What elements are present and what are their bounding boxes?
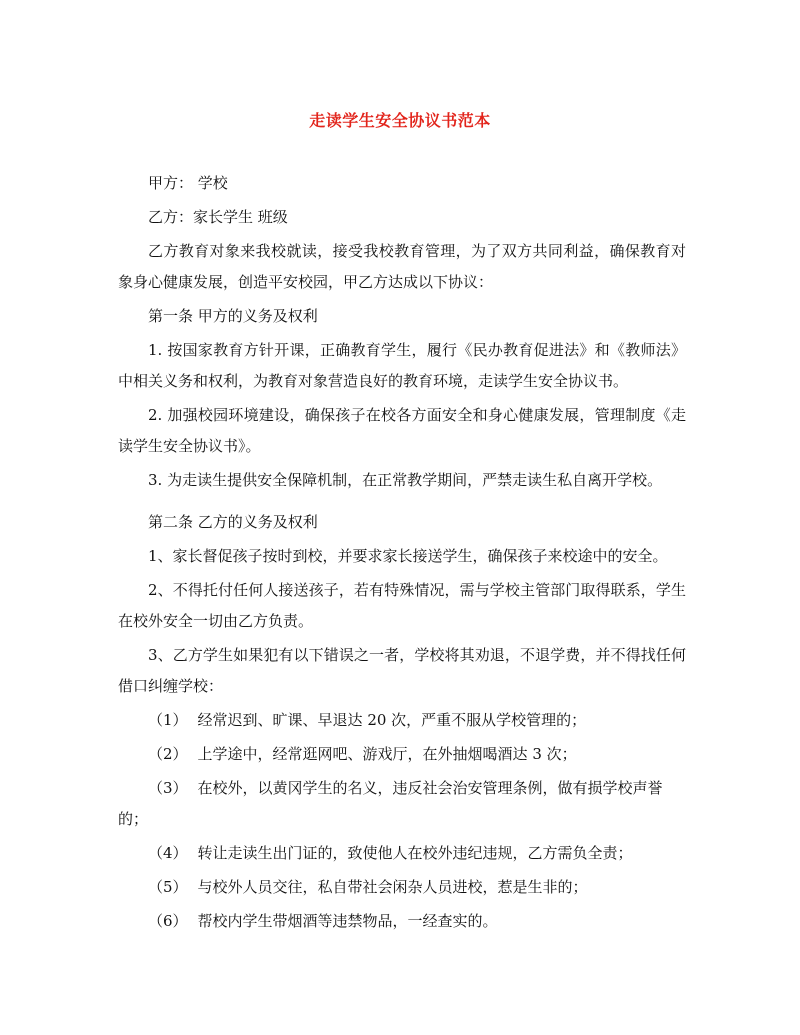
violation-item-4 [118,838,686,869]
violation-item-1 [118,705,686,736]
article-1-item-2: 2. 加强校园环境建设，确保孩子在校各方面安全和身心健康发展，管理制度《走读学生安全协议书》。 [118,406,686,455]
party-a-line: 甲方： 学校 [148,174,228,192]
violation-number: （5） [148,878,188,896]
intro-paragraph: 乙方教育对象来我校就读，接受我校教育管理，为了双方共同利益，确保教育对象身心健康发展，创造平安校园，甲乙方达成以下协议： [118,242,686,291]
section-gap [118,499,686,507]
violation-text: 经常迟到、旷课、早退达 20 次，严重不服从学校管理的； [197,711,587,729]
violation-item-6 [118,906,686,937]
violation-text: 上学途中，经常逛网吧、游戏厅，在外抽烟喝酒达 3 次； [197,745,577,763]
article-2-item-1: 1、家长督促孩子按时到校，并要求家长接送学生，确保孩子来校途中的安全。 [148,547,668,565]
violation-number: （3） [148,779,188,797]
violation-text: 帮校内学生带烟酒等违禁物品，一经查实的。 [197,912,498,930]
article-1-title: 第一条 甲方的义务及权利 [148,307,318,325]
violation-item-3 [118,773,686,835]
violation-number: （6） [148,912,188,930]
violation-item-2 [118,739,686,770]
article-1-item-1: 1. 按国家教育方针开课，正确教育学生，履行《民办教育促进法》和《教师法》中相关义务和权利，为教育对象营造良好的教育环境，走读学生安全协议书。 [118,341,686,390]
party-b-line: 乙方：家长学生 班级 [148,208,288,226]
violation-text: 转让走读生出门证的，致使他人在校外违纪违规，乙方需负全责； [197,844,633,862]
article-2-item-2: 2、不得托付任何人接送孩子，若有特殊情况，需与学校主管部门取得联系，学生在校外安全一切由乙方负责。 [118,581,686,630]
violation-item-5 [118,872,686,903]
article-2-title: 第二条 乙方的义务及权利 [148,513,318,531]
violation-text: 在校外，以黄冈学生的名义，违反社会治安管理条例，做有损学校声誉的； [118,779,663,828]
violation-text: 与校外人员交往，私自带社会闲杂人员进校，惹是生非的； [197,878,588,896]
article-2-item-3: 3、乙方学生如果犯有以下错误之一者，学校将其劝退，不退学费，并不得找任何借口纠缠学校： [118,646,686,695]
article-1-item-3: 3. 为走读生提供安全保障机制，在正常教学期间，严禁走读生私自离开学校。 [148,471,663,489]
violation-number: （2） [148,745,188,763]
document-body [118,168,686,940]
violation-number: （1） [148,711,188,729]
violation-number: （4） [148,844,188,862]
document-title: 走读学生安全协议书范本 [309,111,491,130]
